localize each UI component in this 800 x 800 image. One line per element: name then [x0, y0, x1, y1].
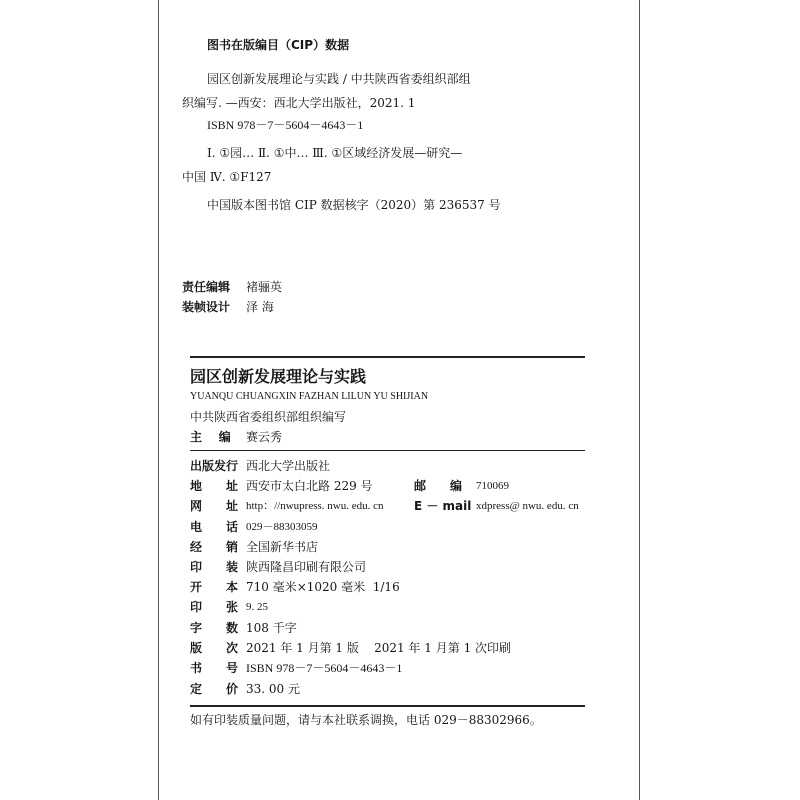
printer-value: 陕西隆昌印刷有限公司 — [246, 560, 367, 574]
cip-line-4: Ⅰ. ①园… Ⅱ. ①中… Ⅲ. ①区域经济发展—研究— — [207, 146, 463, 160]
price-value: 33. 00 元 — [246, 682, 300, 696]
chief-editor-value: 赛云秀 — [246, 430, 283, 444]
printer-label: 印 装 — [190, 560, 238, 574]
publisher-label: 出版发行 — [190, 459, 239, 473]
price-label: 定 价 — [190, 682, 238, 696]
sheets-label: 印 张 — [190, 600, 238, 614]
words-value: 108 千字 — [246, 621, 297, 635]
words-label: 字 数 — [190, 621, 238, 635]
responsible-editor-value: 褚骊英 — [246, 280, 283, 294]
cip-line-5: 中国 Ⅳ. ①F127 — [182, 170, 272, 184]
quality-notice: 如有印装质量问题，请与本社联系调换，电话 029－88302966。 — [190, 713, 542, 727]
postcode-label: 邮 编 — [414, 479, 462, 493]
format-value: 710 毫米×1020 毫米 1/16 — [246, 580, 400, 594]
address-value: 西安市太白北路 229 号 — [246, 479, 373, 493]
distributor-label: 经 销 — [190, 540, 238, 554]
cip-number: 中国版本图书馆 CIP 数据核字（2020）第 236537 号 — [207, 198, 501, 212]
cip-line-2: 织编写. —西安：西北大学出版社，2021. 1 — [182, 96, 416, 110]
website-label: 网 址 — [190, 499, 238, 513]
page-border-right — [639, 0, 640, 800]
divider-top — [190, 356, 585, 358]
divider-middle — [190, 450, 585, 451]
book-pinyin: YUANQU CHUANGXIN FAZHAN LILUN YU SHIJIAN — [190, 391, 429, 402]
email-label: E － mail — [414, 499, 472, 513]
format-label: 开 本 — [190, 580, 238, 594]
phone-label: 电 话 — [190, 520, 238, 534]
cip-line-1: 园区创新发展理论与实践 / 中共陕西省委组织部组 — [207, 72, 471, 86]
address-label: 地 址 — [190, 479, 238, 493]
book-compiler: 中共陕西省委组织部组织编写 — [190, 410, 347, 424]
chief-editor-label: 主 编 — [190, 430, 231, 444]
edition-value: 2021 年 1 月第 1 版 2021 年 1 月第 1 次印刷 — [246, 641, 512, 655]
isbn-label: 书 号 — [190, 661, 238, 675]
website-value[interactable]: http：//nwupress. nwu. edu. cn — [246, 500, 384, 512]
divider-bottom — [190, 705, 585, 707]
design-label: 装帧设计 — [182, 300, 231, 314]
phone-value: 029－88303059 — [246, 521, 318, 533]
distributor-value: 全国新华书店 — [246, 540, 319, 554]
book-title: 园区创新发展理论与实践 — [190, 367, 367, 386]
email-value[interactable]: xdpress@ nwu. edu. cn — [476, 500, 579, 512]
sheets-value: 9. 25 — [246, 601, 268, 613]
design-value: 泽 海 — [246, 300, 274, 314]
page-border-left — [158, 0, 159, 800]
edition-label: 版 次 — [190, 641, 238, 655]
isbn-value: ISBN 978－7－5604－4643－1 — [246, 661, 403, 675]
responsible-editor-label: 责任编辑 — [182, 280, 231, 294]
publisher-value: 西北大学出版社 — [246, 459, 331, 473]
cip-heading: 图书在版编目（CIP）数据 — [207, 38, 350, 52]
cip-isbn: ISBN 978－7－5604－4643－1 — [207, 118, 364, 132]
postcode-value: 710069 — [476, 480, 509, 492]
